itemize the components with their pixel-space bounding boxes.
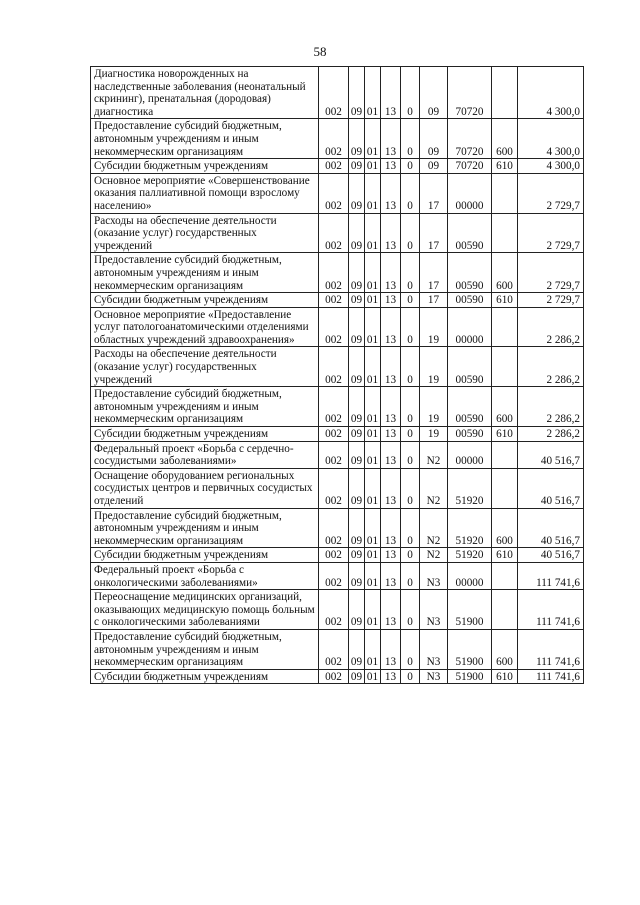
table-row	[91, 293, 584, 308]
table-row	[91, 307, 584, 347]
subsection-code-cell: 01	[365, 159, 381, 174]
direction-code-cell: 51920	[448, 548, 492, 563]
expense-name-cell: Предоставление субсидий бюджетным, автономным учреждениям и иным некоммерческим организациям	[91, 253, 319, 293]
activity-code-cell: N2	[420, 441, 448, 468]
section-code-cell: 09	[349, 548, 365, 563]
department-code-cell: 002	[319, 159, 349, 174]
expense-type-code-cell: 610	[492, 548, 518, 563]
program-code-cell: 13	[381, 67, 401, 119]
section-code-cell: 09	[349, 347, 365, 387]
direction-code-cell: 00000	[448, 562, 492, 589]
activity-code-cell: 17	[420, 293, 448, 308]
subsection-code-cell: 01	[365, 548, 381, 563]
amount-cell: 4 300,0	[518, 159, 584, 174]
subsection-code-cell: 01	[365, 508, 381, 548]
expense-name-cell: Расходы на обеспечение деятельности (оказание услуг) государственных учреждений	[91, 347, 319, 387]
subprogram-code-cell: 0	[401, 562, 420, 589]
program-code-cell: 13	[381, 173, 401, 213]
table-row	[91, 427, 584, 442]
direction-code-cell: 00590	[448, 427, 492, 442]
subsection-code-cell: 01	[365, 173, 381, 213]
expense-name-cell: Субсидии бюджетным учреждениям	[91, 548, 319, 563]
amount-cell: 2 286,2	[518, 427, 584, 442]
direction-code-cell: 00590	[448, 253, 492, 293]
department-code-cell: 002	[319, 441, 349, 468]
program-code-cell: 13	[381, 213, 401, 253]
department-code-cell: 002	[319, 293, 349, 308]
table-row	[91, 119, 584, 159]
department-code-cell: 002	[319, 590, 349, 630]
direction-code-cell: 51920	[448, 508, 492, 548]
subprogram-code-cell: 0	[401, 590, 420, 630]
program-code-cell: 13	[381, 253, 401, 293]
expense-name-cell: Предоставление субсидий бюджетным, автономным учреждениям и иным некоммерческим организациям	[91, 387, 319, 427]
activity-code-cell: 17	[420, 173, 448, 213]
program-code-cell: 13	[381, 590, 401, 630]
section-code-cell: 09	[349, 590, 365, 630]
subsection-code-cell: 01	[365, 253, 381, 293]
expense-name-cell: Субсидии бюджетным учреждениям	[91, 669, 319, 684]
table-row	[91, 67, 584, 119]
subprogram-code-cell: 0	[401, 508, 420, 548]
direction-code-cell: 70720	[448, 67, 492, 119]
direction-code-cell: 00000	[448, 173, 492, 213]
activity-code-cell: 19	[420, 307, 448, 347]
section-code-cell: 09	[349, 427, 365, 442]
table-row	[91, 669, 584, 684]
subsection-code-cell: 01	[365, 119, 381, 159]
table-row	[91, 173, 584, 213]
department-code-cell: 002	[319, 307, 349, 347]
department-code-cell: 002	[319, 427, 349, 442]
table-row	[91, 441, 584, 468]
direction-code-cell: 00590	[448, 213, 492, 253]
activity-code-cell: 19	[420, 387, 448, 427]
subsection-code-cell: 01	[365, 562, 381, 589]
subprogram-code-cell: 0	[401, 347, 420, 387]
program-code-cell: 13	[381, 427, 401, 442]
expense-name-cell: Основное мероприятие «Предоставление услуг патологоанатомическими отделениями областных учреждений здравоохранения»	[91, 307, 319, 347]
department-code-cell: 002	[319, 562, 349, 589]
table-row	[91, 347, 584, 387]
direction-code-cell: 51920	[448, 468, 492, 508]
program-code-cell: 13	[381, 629, 401, 669]
department-code-cell: 002	[319, 468, 349, 508]
activity-code-cell: N2	[420, 548, 448, 563]
subsection-code-cell: 01	[365, 307, 381, 347]
section-code-cell: 09	[349, 67, 365, 119]
expense-type-code-cell	[492, 173, 518, 213]
program-code-cell: 13	[381, 562, 401, 589]
table-row	[91, 387, 584, 427]
page-number: 58	[313, 44, 327, 59]
program-code-cell: 13	[381, 119, 401, 159]
activity-code-cell: N2	[420, 508, 448, 548]
activity-code-cell: N2	[420, 468, 448, 508]
amount-cell: 111 741,6	[518, 590, 584, 630]
subprogram-code-cell: 0	[401, 173, 420, 213]
expense-type-code-cell: 600	[492, 253, 518, 293]
amount-cell: 40 516,7	[518, 441, 584, 468]
subprogram-code-cell: 0	[401, 213, 420, 253]
section-code-cell: 09	[349, 468, 365, 508]
department-code-cell: 002	[319, 67, 349, 119]
activity-code-cell: 17	[420, 213, 448, 253]
subprogram-code-cell: 0	[401, 427, 420, 442]
activity-code-cell: 19	[420, 347, 448, 387]
activity-code-cell: 19	[420, 427, 448, 442]
expense-type-code-cell: 610	[492, 159, 518, 174]
expense-type-code-cell	[492, 468, 518, 508]
direction-code-cell: 00590	[448, 347, 492, 387]
direction-code-cell: 70720	[448, 119, 492, 159]
subprogram-code-cell: 0	[401, 548, 420, 563]
expense-type-code-cell: 610	[492, 293, 518, 308]
subsection-code-cell: 01	[365, 468, 381, 508]
subprogram-code-cell: 0	[401, 441, 420, 468]
expense-type-code-cell: 600	[492, 387, 518, 427]
amount-cell: 2 286,2	[518, 347, 584, 387]
direction-code-cell: 00590	[448, 293, 492, 308]
program-code-cell: 13	[381, 441, 401, 468]
table-row	[91, 213, 584, 253]
department-code-cell: 002	[319, 669, 349, 684]
subsection-code-cell: 01	[365, 590, 381, 630]
section-code-cell: 09	[349, 119, 365, 159]
department-code-cell: 002	[319, 213, 349, 253]
program-code-cell: 13	[381, 307, 401, 347]
subprogram-code-cell: 0	[401, 669, 420, 684]
subsection-code-cell: 01	[365, 629, 381, 669]
table-row	[91, 253, 584, 293]
activity-code-cell: 17	[420, 253, 448, 293]
expense-type-code-cell	[492, 67, 518, 119]
table-row	[91, 159, 584, 174]
amount-cell: 40 516,7	[518, 468, 584, 508]
subprogram-code-cell: 0	[401, 307, 420, 347]
expense-name-cell: Переоснащение медицинских организаций, оказывающих медицинскую помощь больным с онкологическими заболеваниями	[91, 590, 319, 630]
program-code-cell: 13	[381, 548, 401, 563]
subsection-code-cell: 01	[365, 669, 381, 684]
activity-code-cell: 09	[420, 119, 448, 159]
amount-cell: 2 729,7	[518, 213, 584, 253]
table-row	[91, 590, 584, 630]
subprogram-code-cell: 0	[401, 67, 420, 119]
amount-cell: 4 300,0	[518, 119, 584, 159]
subprogram-code-cell: 0	[401, 119, 420, 159]
department-code-cell: 002	[319, 253, 349, 293]
amount-cell: 2 729,7	[518, 293, 584, 308]
expense-name-cell: Субсидии бюджетным учреждениям	[91, 293, 319, 308]
expense-type-code-cell	[492, 562, 518, 589]
direction-code-cell: 70720	[448, 159, 492, 174]
table-row	[91, 548, 584, 563]
direction-code-cell: 51900	[448, 669, 492, 684]
section-code-cell: 09	[349, 293, 365, 308]
program-code-cell: 13	[381, 347, 401, 387]
subprogram-code-cell: 0	[401, 629, 420, 669]
department-code-cell: 002	[319, 387, 349, 427]
subsection-code-cell: 01	[365, 67, 381, 119]
section-code-cell: 09	[349, 213, 365, 253]
section-code-cell: 09	[349, 629, 365, 669]
expense-type-code-cell	[492, 347, 518, 387]
program-code-cell: 13	[381, 468, 401, 508]
department-code-cell: 002	[319, 119, 349, 159]
department-code-cell: 002	[319, 548, 349, 563]
direction-code-cell: 00000	[448, 441, 492, 468]
department-code-cell: 002	[319, 508, 349, 548]
amount-cell: 2 286,2	[518, 387, 584, 427]
subprogram-code-cell: 0	[401, 293, 420, 308]
section-code-cell: 09	[349, 508, 365, 548]
amount-cell: 4 300,0	[518, 67, 584, 119]
program-code-cell: 13	[381, 293, 401, 308]
amount-cell: 111 741,6	[518, 629, 584, 669]
direction-code-cell: 51900	[448, 590, 492, 630]
expense-type-code-cell	[492, 213, 518, 253]
program-code-cell: 13	[381, 387, 401, 427]
subsection-code-cell: 01	[365, 347, 381, 387]
expense-name-cell: Расходы на обеспечение деятельности (оказание услуг) государственных учреждений	[91, 213, 319, 253]
section-code-cell: 09	[349, 669, 365, 684]
activity-code-cell: N3	[420, 562, 448, 589]
expense-type-code-cell: 610	[492, 427, 518, 442]
activity-code-cell: N3	[420, 669, 448, 684]
expense-name-cell: Федеральный проект «Борьба с сердечно-сосудистыми заболеваниями»	[91, 441, 319, 468]
expense-type-code-cell	[492, 590, 518, 630]
amount-cell: 40 516,7	[518, 508, 584, 548]
section-code-cell: 09	[349, 307, 365, 347]
amount-cell: 111 741,6	[518, 562, 584, 589]
section-code-cell: 09	[349, 387, 365, 427]
table-row	[91, 562, 584, 589]
direction-code-cell: 00000	[448, 307, 492, 347]
subsection-code-cell: 01	[365, 213, 381, 253]
department-code-cell: 002	[319, 173, 349, 213]
subprogram-code-cell: 0	[401, 159, 420, 174]
section-code-cell: 09	[349, 173, 365, 213]
expense-type-code-cell: 610	[492, 669, 518, 684]
expense-name-cell: Диагностика новорожденных на наследственные заболевания (неонатальный скрининг), пренатальная (дородовая) диагностика	[91, 67, 319, 119]
expense-type-code-cell: 600	[492, 119, 518, 159]
program-code-cell: 13	[381, 508, 401, 548]
subprogram-code-cell: 0	[401, 253, 420, 293]
table-row	[91, 468, 584, 508]
table-row	[91, 629, 584, 669]
amount-cell: 2 729,7	[518, 173, 584, 213]
program-code-cell: 13	[381, 159, 401, 174]
expense-name-cell: Субсидии бюджетным учреждениям	[91, 427, 319, 442]
program-code-cell: 13	[381, 669, 401, 684]
budget-table	[90, 66, 584, 684]
expense-name-cell: Предоставление субсидий бюджетным, автономным учреждениям и иным некоммерческим организациям	[91, 119, 319, 159]
expense-type-code-cell: 600	[492, 508, 518, 548]
section-code-cell: 09	[349, 562, 365, 589]
activity-code-cell: N3	[420, 629, 448, 669]
amount-cell: 2 286,2	[518, 307, 584, 347]
subsection-code-cell: 01	[365, 387, 381, 427]
subprogram-code-cell: 0	[401, 387, 420, 427]
subsection-code-cell: 01	[365, 293, 381, 308]
expense-name-cell: Предоставление субсидий бюджетным, автономным учреждениям и иным некоммерческим организациям	[91, 508, 319, 548]
direction-code-cell: 51900	[448, 629, 492, 669]
expense-name-cell: Оснащение оборудованием региональных сосудистых центров и первичных сосудистых отделений	[91, 468, 319, 508]
subsection-code-cell: 01	[365, 441, 381, 468]
section-code-cell: 09	[349, 441, 365, 468]
activity-code-cell: N3	[420, 590, 448, 630]
expense-type-code-cell	[492, 441, 518, 468]
subsection-code-cell: 01	[365, 427, 381, 442]
activity-code-cell: 09	[420, 159, 448, 174]
expense-name-cell: Предоставление субсидий бюджетным, автономным учреждениям и иным некоммерческим организациям	[91, 629, 319, 669]
activity-code-cell: 09	[420, 67, 448, 119]
expense-name-cell: Федеральный проект «Борьба с онкологическими заболеваниями»	[91, 562, 319, 589]
expense-type-code-cell: 600	[492, 629, 518, 669]
amount-cell: 40 516,7	[518, 548, 584, 563]
section-code-cell: 09	[349, 159, 365, 174]
table-body	[91, 67, 584, 684]
expense-name-cell: Субсидии бюджетным учреждениям	[91, 159, 319, 174]
amount-cell: 2 729,7	[518, 253, 584, 293]
amount-cell: 111 741,6	[518, 669, 584, 684]
expense-type-code-cell	[492, 307, 518, 347]
expense-name-cell: Основное мероприятие «Совершенствование оказания паллиативной помощи взрослому населению»	[91, 173, 319, 213]
section-code-cell: 09	[349, 253, 365, 293]
direction-code-cell: 00590	[448, 387, 492, 427]
department-code-cell: 002	[319, 629, 349, 669]
subprogram-code-cell: 0	[401, 468, 420, 508]
department-code-cell: 002	[319, 347, 349, 387]
table-row	[91, 508, 584, 548]
